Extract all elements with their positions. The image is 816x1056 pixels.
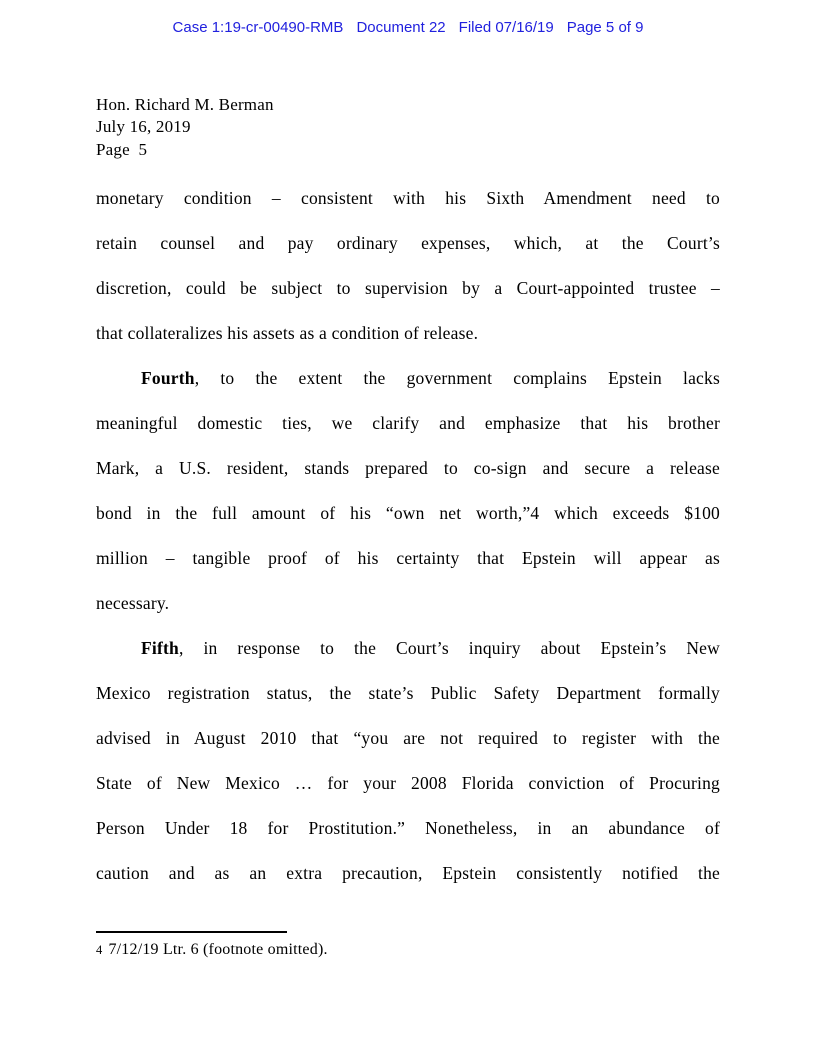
case-stamp-page-number: Page 5 of 9 (566, 19, 644, 36)
document-line: discretion, could be subject to supervision by a Court-appointed trustee – (96, 278, 720, 298)
document-line: necessary. (96, 593, 170, 613)
document-line: Person Under 18 for Prostitution.” Nonetheless, in an abundance of (96, 818, 720, 838)
footnote-text: 7/12/19 Ltr. 6 (footnote omitted). (108, 941, 328, 958)
recipient-name: Hon. Richard M. Berman (96, 95, 274, 114)
footnote (96, 941, 328, 959)
case-stamp-case-number: Case 1:19-cr-00490-RMB (172, 19, 344, 36)
document-body (96, 176, 720, 896)
document-line: caution and as an extra precaution, Epstein consistently notified the (96, 863, 720, 883)
document-line: million – tangible proof of his certainty that Epstein will appear as (96, 548, 720, 568)
footnote-separator (96, 931, 287, 933)
case-stamp-filed-date: Filed 07/16/19 (458, 19, 554, 36)
case-stamp (0, 19, 816, 36)
document-line: retain counsel and pay ordinary expenses, which, at the Court’s (96, 233, 720, 253)
document-line: monetary condition – consistent with his Sixth Amendment need to (96, 188, 720, 208)
document-line: that collateralizes his assets as a condition of release. (96, 323, 479, 343)
case-stamp-document-number: Document 22 (356, 19, 446, 36)
recipient-block (96, 94, 274, 161)
document-line: advised in August 2010 that “you are not required to register with the (96, 728, 720, 748)
document-line: bond in the full amount of his “own net worth,”4 which exceeds $100 (96, 503, 720, 523)
document-line: Fifth, in response to the Court’s inquiry about Epstein’s New (141, 638, 720, 658)
document-line: State of New Mexico … for your 2008 Florida conviction of Procuring (96, 773, 720, 793)
footnote-marker: 4 (96, 943, 103, 957)
letter-date: July 16, 2019 (96, 117, 191, 137)
document-line: meaningful domestic ties, we clarify and emphasize that his brother (96, 413, 720, 433)
document-line: Fourth, to the extent the government complains Epstein lacks (141, 368, 720, 388)
page-label: Page 5 (96, 139, 148, 159)
document-line: Mark, a U.S. resident, stands prepared to co-sign and secure a release (96, 458, 720, 478)
document-line: Mexico registration status, the state’s Public Safety Department formally (96, 683, 720, 703)
